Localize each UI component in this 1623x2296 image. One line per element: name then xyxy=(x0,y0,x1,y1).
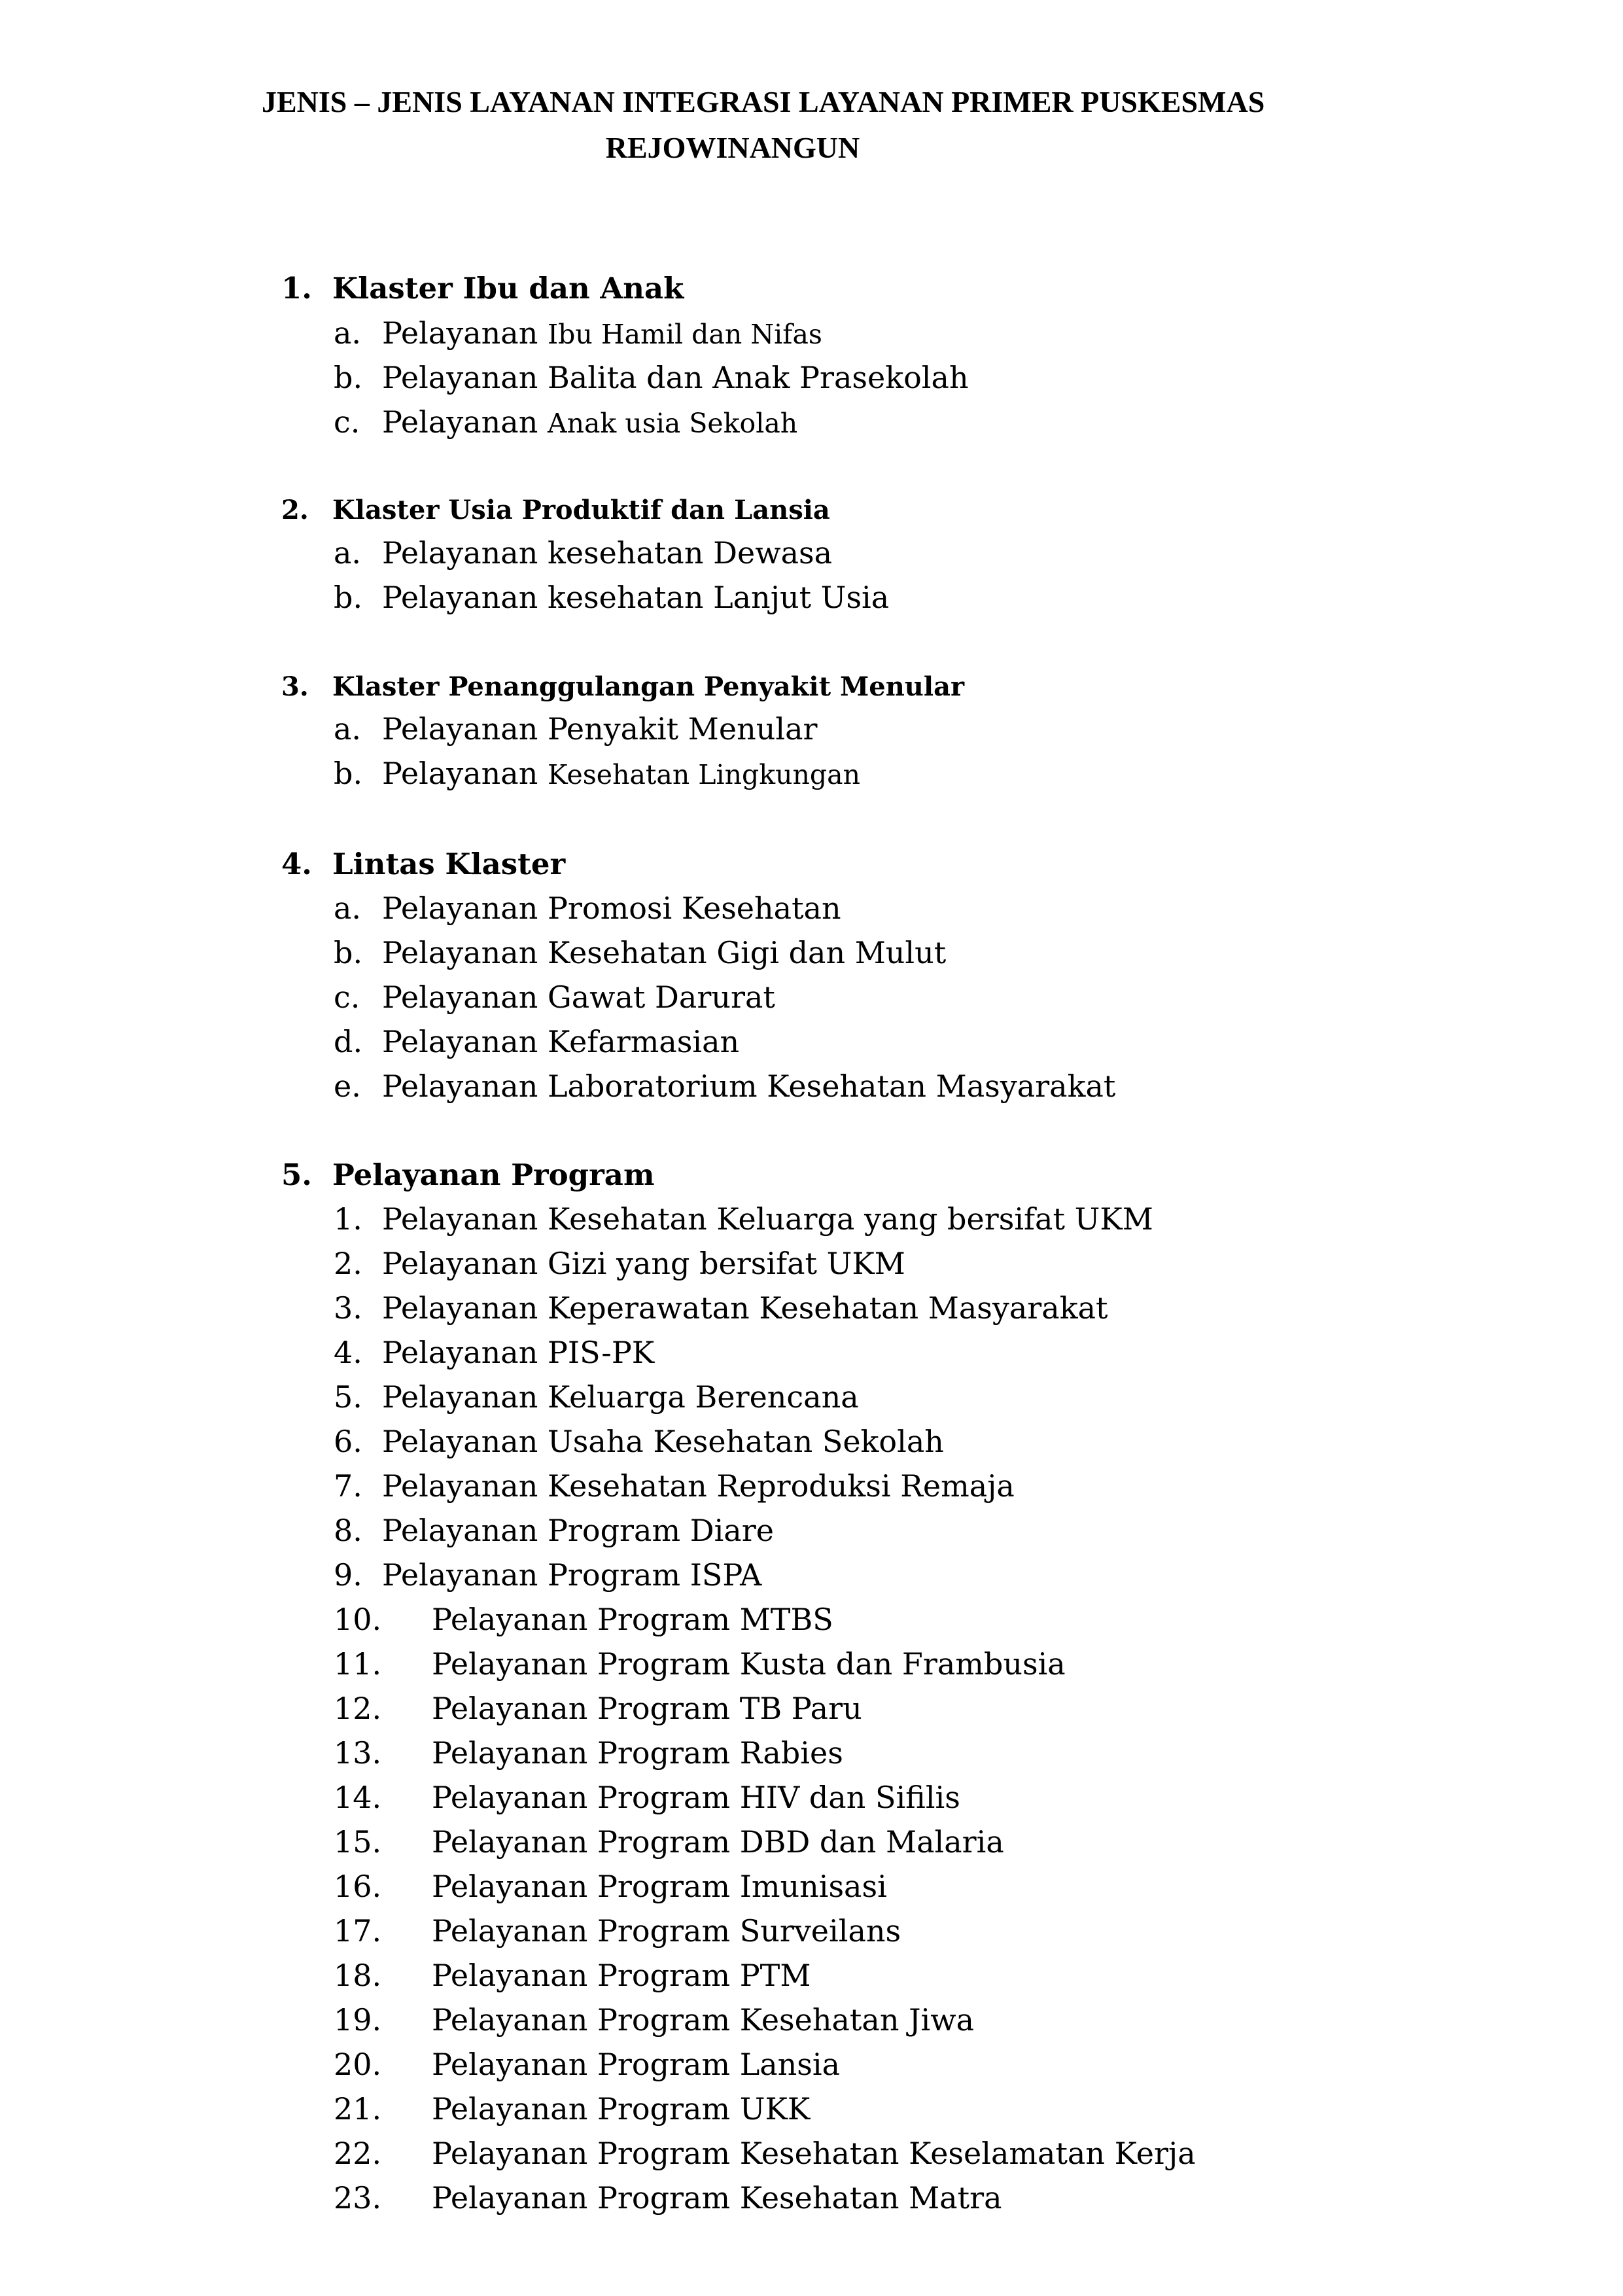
list-item-text: Pelayanan kesehatan Dewasa xyxy=(382,535,833,571)
list-marker: a. xyxy=(334,891,362,926)
list-item-text: Pelayanan Program ISPA xyxy=(382,1557,762,1593)
list-item-prefix: Pelayanan xyxy=(382,404,538,440)
list-item-rest: Anak usia Sekolah xyxy=(547,408,798,439)
list-item-text: Pelayanan Program Lansia xyxy=(432,2047,841,2082)
list-marker: 9. xyxy=(334,1557,362,1593)
list-item-prefix: Pelayanan xyxy=(382,756,538,791)
section-title: Klaster Usia Produktif dan Lansia xyxy=(332,495,830,525)
list-item-text: Pelayanan Program DBD dan Malaria xyxy=(432,1824,1004,1860)
list-item-text xyxy=(382,315,822,351)
list-item-text: Pelayanan Program Rabies xyxy=(432,1735,843,1771)
list-item-text: Pelayanan Program TB Paru xyxy=(432,1691,862,1726)
section-number: 5. xyxy=(281,1157,312,1192)
list-marker: 13. xyxy=(334,1735,382,1771)
section-number: 1. xyxy=(281,271,312,306)
list-item-text: Pelayanan Program Surveilans xyxy=(432,1913,901,1949)
list-item-text: Pelayanan Keperawatan Kesehatan Masyarakat xyxy=(382,1290,1108,1326)
list-item-text xyxy=(382,404,798,440)
list-item-text: Pelayanan Gawat Darurat xyxy=(382,980,775,1015)
list-marker: 21. xyxy=(334,2091,382,2127)
section-number: 2. xyxy=(281,495,309,525)
list-item-text: Pelayanan Usaha Kesehatan Sekolah xyxy=(382,1424,944,1459)
list-item-text: Pelayanan Promosi Kesehatan xyxy=(382,891,841,926)
list-item-text: Pelayanan kesehatan Lanjut Usia xyxy=(382,580,890,615)
list-marker: a. xyxy=(334,711,362,747)
list-marker: 23. xyxy=(334,2180,382,2216)
list-marker: b. xyxy=(334,360,363,395)
list-item-text: Pelayanan Program Kusta dan Frambusia xyxy=(432,1646,1066,1682)
list-item-text: Pelayanan Program Imunisasi xyxy=(432,1869,887,1904)
list-item-prefix: Pelayanan xyxy=(382,360,538,395)
list-item-text: Pelayanan Penyakit Menular xyxy=(382,711,818,747)
document-title-line1: JENIS – JENIS LAYANAN INTEGRASI LAYANAN PRIMER PUSKESMAS xyxy=(262,85,1265,118)
list-marker: 19. xyxy=(334,2002,382,2038)
list-item-rest: Balita dan Anak Prasekolah xyxy=(547,360,969,395)
list-marker: 18. xyxy=(334,1958,382,1993)
list-item-rest: Ibu Hamil dan Nifas xyxy=(547,319,822,350)
list-item-text: Pelayanan Program UKK xyxy=(432,2091,811,2127)
list-marker: 3. xyxy=(334,1290,362,1326)
list-marker: 22. xyxy=(334,2136,382,2171)
list-item-text: Pelayanan Keluarga Berencana xyxy=(382,1379,859,1415)
list-marker: 10. xyxy=(334,1602,382,1637)
list-marker: 11. xyxy=(334,1646,382,1682)
list-item-text: Pelayanan Kefarmasian xyxy=(382,1024,740,1059)
list-marker: 12. xyxy=(334,1691,382,1726)
list-marker: e. xyxy=(334,1069,361,1104)
list-marker: 5. xyxy=(334,1379,362,1415)
list-marker: a. xyxy=(334,315,362,351)
section-number: 3. xyxy=(281,671,309,702)
list-marker: b. xyxy=(334,580,363,615)
list-marker: 17. xyxy=(334,1913,382,1949)
list-item-text: Pelayanan Program MTBS xyxy=(432,1602,833,1637)
list-item-text xyxy=(382,362,969,393)
list-marker: c. xyxy=(334,404,360,440)
list-item-text: Pelayanan PIS-PK xyxy=(382,1335,655,1370)
section-number: 4. xyxy=(281,847,312,881)
list-marker: 2. xyxy=(334,1246,362,1281)
list-item-text: Pelayanan Kesehatan Keluarga yang bersifat UKM xyxy=(382,1201,1153,1237)
list-item-prefix: Pelayanan xyxy=(382,315,538,351)
list-marker: b. xyxy=(334,756,363,791)
list-item-text: Pelayanan Program Diare xyxy=(382,1513,774,1548)
list-item-text: Pelayanan Program Kesehatan Matra xyxy=(432,2180,1002,2216)
list-item-text: Pelayanan Kesehatan Reproduksi Remaja xyxy=(382,1468,1015,1504)
list-marker: c. xyxy=(334,980,360,1015)
section-title: Pelayanan Program xyxy=(332,1157,655,1192)
list-item-text: Pelayanan Laboratorium Kesehatan Masyarakat xyxy=(382,1069,1116,1104)
list-item-text: Pelayanan Program PTM xyxy=(432,1958,811,1993)
section-title: Klaster Ibu dan Anak xyxy=(332,271,684,306)
section-title: Klaster Penanggulangan Penyakit Menular xyxy=(332,671,965,702)
list-marker: 14. xyxy=(334,1780,382,1815)
section-title: Lintas Klaster xyxy=(332,847,566,881)
list-item-text: Pelayanan Program Kesehatan Jiwa xyxy=(432,2002,975,2038)
list-item-text xyxy=(382,756,861,791)
list-marker: 20. xyxy=(334,2047,382,2082)
list-marker: 16. xyxy=(334,1869,382,1904)
list-item-text: Pelayanan Program Kesehatan Keselamatan Kerja xyxy=(432,2136,1196,2171)
list-marker: 8. xyxy=(334,1513,362,1548)
list-marker: 15. xyxy=(334,1824,382,1860)
list-marker: 4. xyxy=(334,1335,362,1370)
list-item-text: Pelayanan Program HIV dan Sifilis xyxy=(432,1780,960,1815)
list-marker: 7. xyxy=(334,1468,362,1504)
document-title-line2: REJOWINANGUN xyxy=(605,131,860,164)
list-marker: a. xyxy=(334,535,362,571)
list-marker: 1. xyxy=(334,1201,362,1237)
list-marker: b. xyxy=(334,935,363,970)
list-marker: d. xyxy=(334,1024,363,1059)
list-item-rest: Kesehatan Lingkungan xyxy=(547,759,861,790)
list-item-text: Pelayanan Gizi yang bersifat UKM xyxy=(382,1246,905,1281)
list-item-text: Pelayanan Kesehatan Gigi dan Mulut xyxy=(382,935,947,970)
list-marker: 6. xyxy=(334,1424,362,1459)
